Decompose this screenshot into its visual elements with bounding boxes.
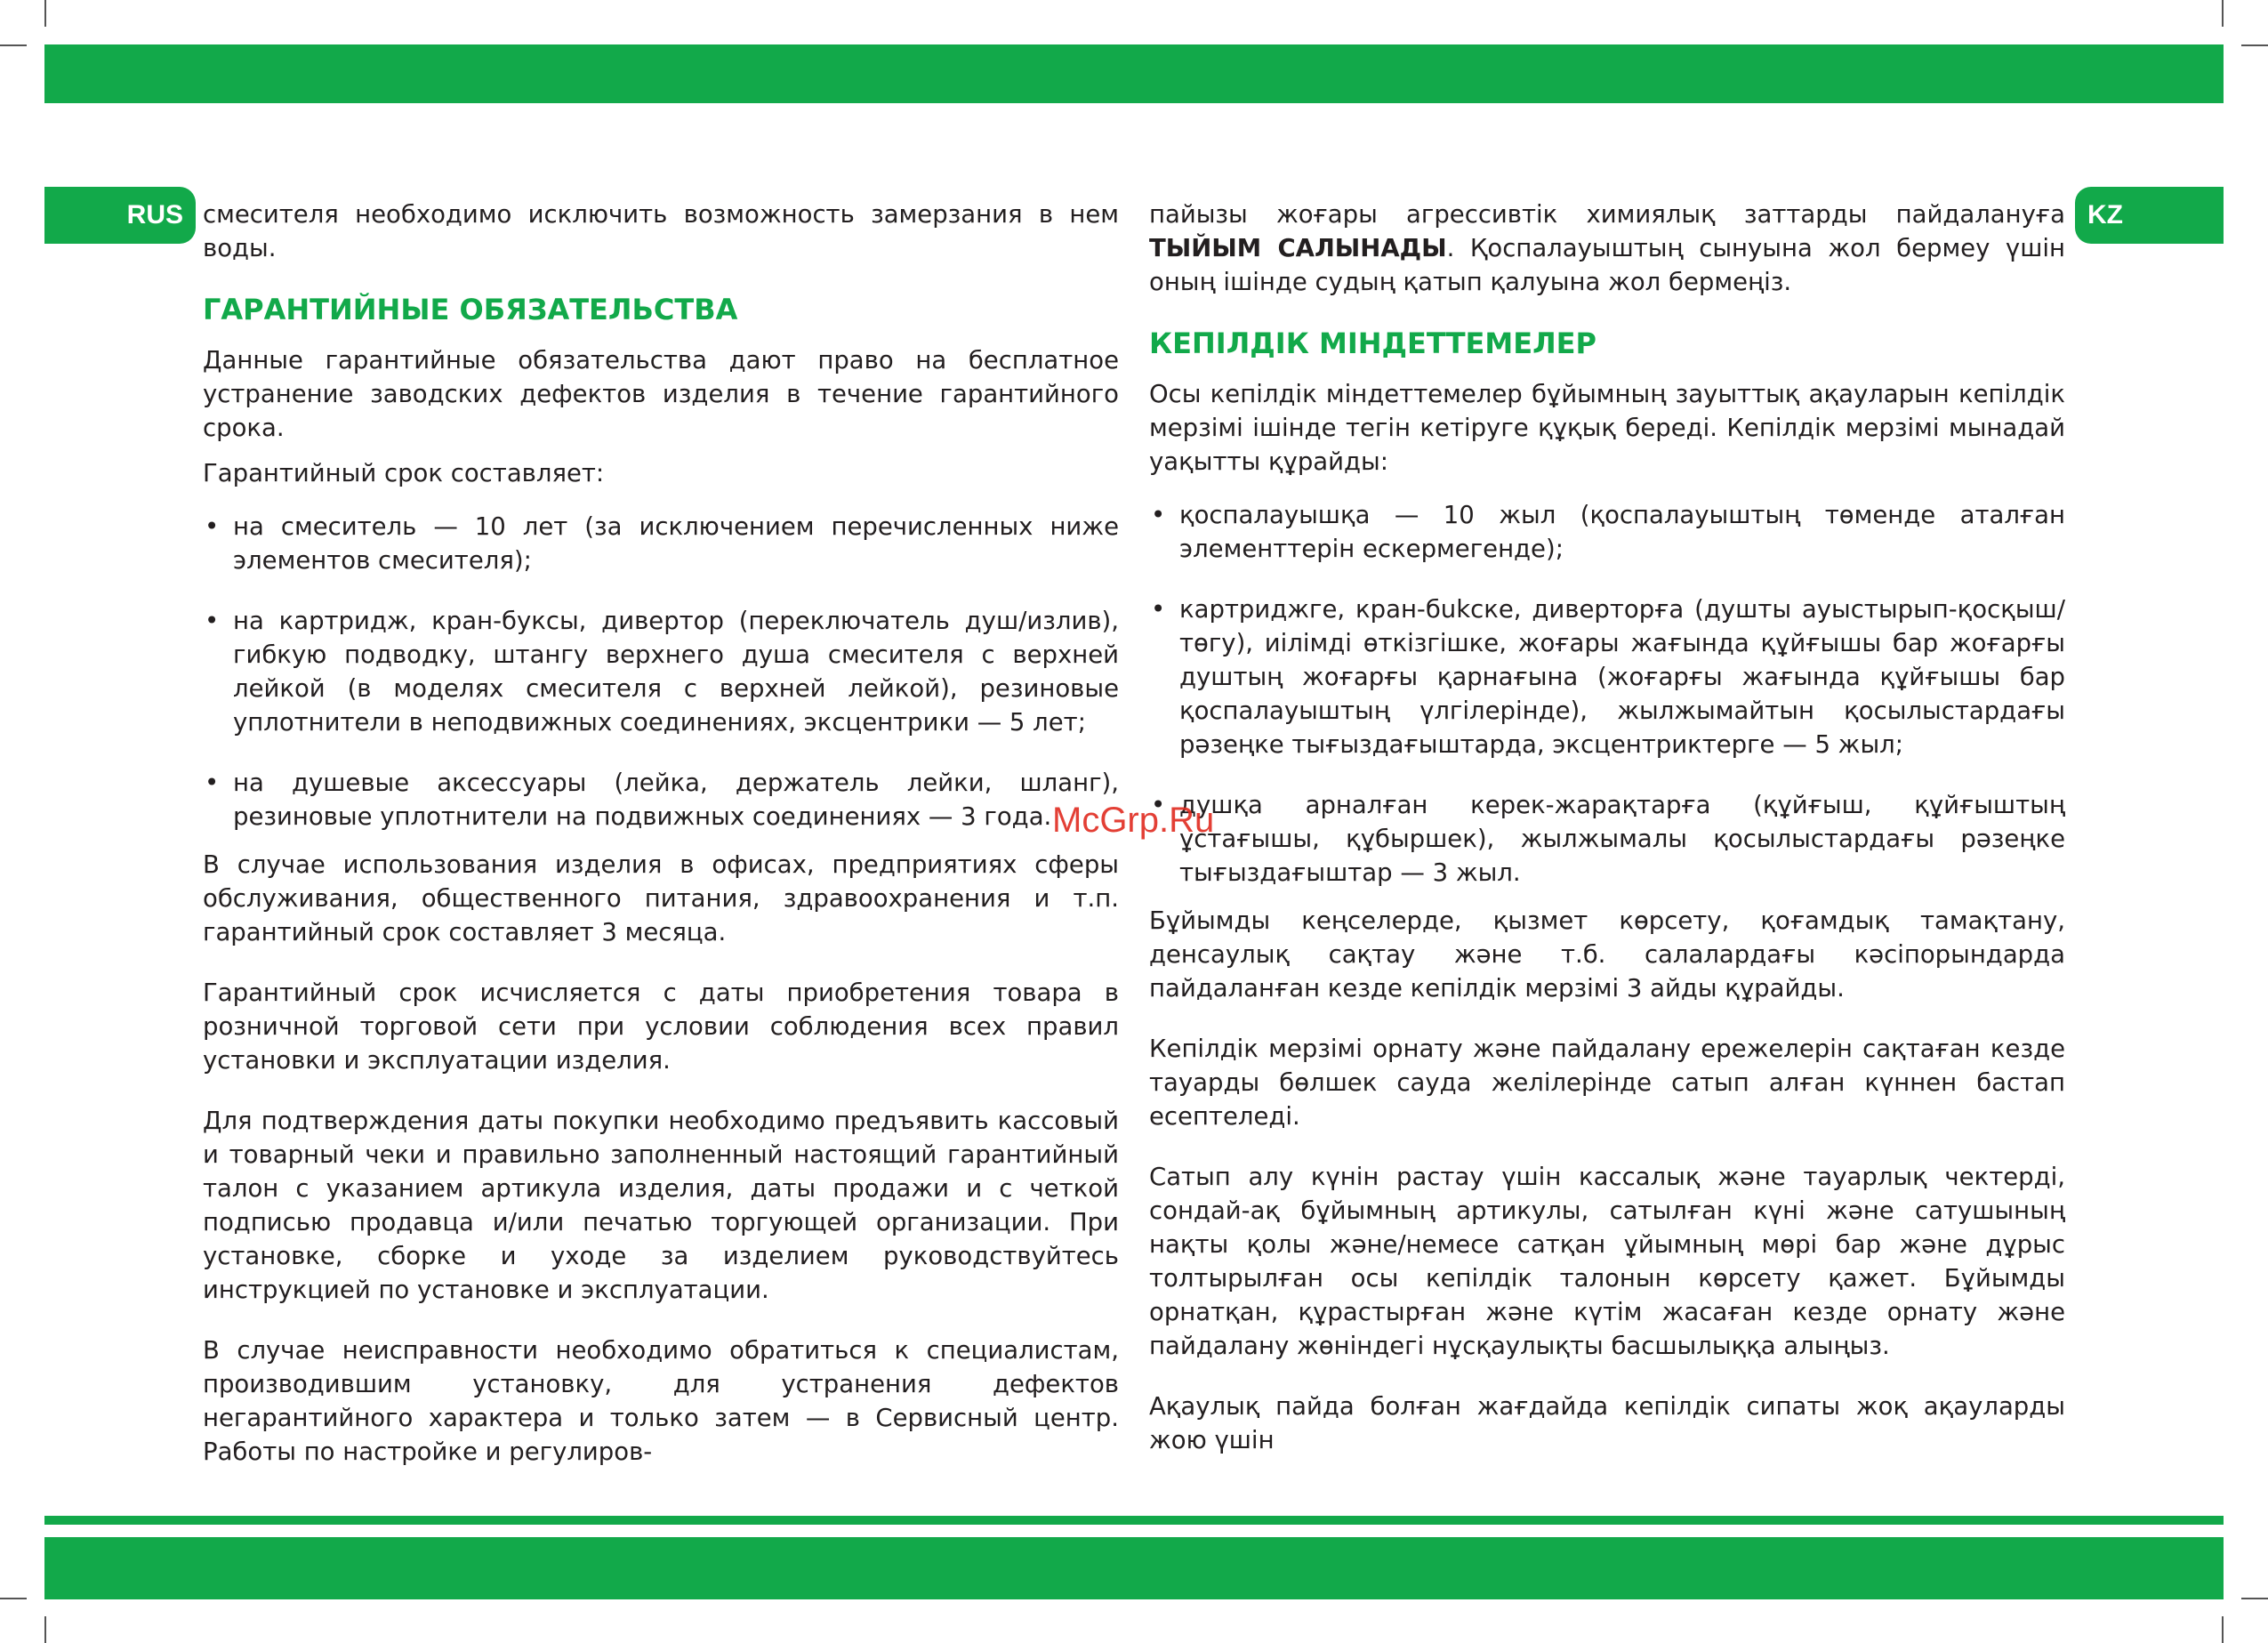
rus-bullet-3: • на душевые аксессуары (лейка, держатель лейки, шланг), резиновые уплотнители на подвижных соединениях — 3 года. xyxy=(203,766,1119,834)
kz-paragraph-5: Ақаулық пайда болған жағдайда кепілдік сипаты жоқ ақауларды жою үшін xyxy=(1149,1392,2065,1454)
crop-mark xyxy=(44,0,46,27)
kz-paragraph-1: Осы кепілдік міндеттемелер бұйымның зауыттық ақауларын кепілдік мерзімі ішінде тегін кетіруге құқық береді. Кепілдік мерзімі мынадай уақытты құрайды: xyxy=(1149,380,2065,476)
crop-mark xyxy=(2241,44,2268,46)
crop-mark xyxy=(2222,1616,2224,1643)
footer-band xyxy=(44,1537,2224,1599)
rus-bullet-list xyxy=(203,510,1119,834)
kz-paragraph-3: Кепілдік мерзімі орнату және пайдалану ережелерін сақтаған кезде тауарды бөлшек сауда желілерінде сатып алған күннен бастап есептеледі. xyxy=(1149,1035,2065,1131)
kz-intro-bold: ТЫЙЫМ САЛЫНАДЫ xyxy=(1149,234,1447,262)
kz-bullet-2: • картриджге, кран-бukске, диверторға (душты ауыстырып-қосқыш/төгу), иілімді өткізгішке, жоғары жағында құйғышы бар жоғарғы душтың жоғарғы қарнағына (жоғарғы жағында құйғышы бар қоспалауыштың үлгілерінде), жылжымайтын қосылыстардағы рәзеңке тығыздағыштарда, эксцентриктерге — 5 жыл; xyxy=(1149,592,2065,761)
footer-rule xyxy=(44,1516,2224,1525)
kz-heading: КЕПІЛДІК МІНДЕТТЕМЕЛЕР xyxy=(1149,326,1596,360)
kz-bullet-list xyxy=(1149,498,2065,890)
rus-paragraph-2: Гарантийный срок составляет: xyxy=(203,459,605,487)
column-kz xyxy=(1149,197,2065,1469)
rus-paragraph-5: Для подтверждения даты покупки необходимо предъявить кассовый и товарный чеки и правильно заполненный настоящий гарантийный талон с указанием артикула изделия, даты продажи и с четкой подписью продавца и/или печатью торгующей организации. При установке, сборке и уходе за изделием руководствуйтесь инструкцией по установке и эксплуатации. xyxy=(203,1107,1119,1304)
kz-bullet-1: • қоспалауышқа — 10 жыл (қоспалауыштың төменде аталған элементтерін ескермегенде); xyxy=(1149,498,2065,566)
kz-intro-text: пайызы жоғары агрессивтік химиялық заттарды пайдалануға xyxy=(1149,200,2065,229)
rus-heading: ГАРАНТИЙНЫЕ ОБЯЗАТЕЛЬСТВА xyxy=(203,293,738,326)
rus-paragraph-4: Гарантийный срок исчисляется с даты приобретения товара в розничной торговой сети при условии соблюдения всех правил установки и эксплуатации изделия. xyxy=(203,979,1119,1075)
rus-bullet-2: • на картридж, кран-буксы, дивертор (переключатель душ/излив), гибкую подводку, штангу верхнего душа смесителя с верхней лейкой (в моделях смесителя с верхней лейкой), резиновые уплотнители в неподвижных соединениях, эксцентрики — 5 лет; xyxy=(203,604,1119,739)
header-band xyxy=(44,44,2224,103)
watermark: McGrp.Ru xyxy=(1052,801,1215,840)
rus-paragraph-3: В случае использования изделия в офисах, предприятиях сферы обслуживания, общественного питания, здравоохранения и т.п. гарантийный срок составляет 3 месяца. xyxy=(203,850,1119,946)
crop-mark xyxy=(44,1616,46,1643)
language-tab-kz: KZ xyxy=(2075,187,2224,244)
kz-paragraph-2: Бұйымды кеңселерде, қызмет көрсету, қоғамдық тамақтану, денсаулық сақтау және т.б. салалардағы кәсіпорындарда пайдаланған кезде кепілдік мерзімі 3 айды құрайды. xyxy=(1149,906,2065,1003)
rus-paragraph-6: В случае неисправности необходимо обратиться к специалистам, производившим установку, для устранения дефектов негарантийного характера и только затем — в Сервисный центр. Работы по настройке и регулиров- xyxy=(203,1336,1119,1466)
rus-bullet-1: • на смеситель — 10 лет (за исключением перечисленных ниже элементов смесителя); xyxy=(203,510,1119,577)
rus-paragraph-1: Данные гарантийные обязательства дают право на бесплатное устранение заводских дефектов изделия в течение гарантийного срока. xyxy=(203,346,1119,442)
kz-intro-text-end: . Қоспалауыштың сынуына жол бермеу үшін оның ішінде судың қатып қалуына жол бермеңіз. xyxy=(1149,234,2065,296)
crop-mark xyxy=(0,44,27,46)
crop-mark xyxy=(2241,1598,2268,1599)
kz-intro xyxy=(1149,197,2065,299)
column-rus xyxy=(203,197,1119,1480)
rus-intro: смесителя необходимо исключить возможность замерзания в нем воды. xyxy=(203,200,1119,262)
language-tab-rus: RUS xyxy=(44,187,196,244)
crop-mark xyxy=(2222,0,2224,27)
crop-mark xyxy=(0,1598,27,1599)
kz-paragraph-4: Сатып алу күнін растау үшін кассалық және тауарлық чектерді, сондай-ақ бұйымның артикулы, сатылған күні және сатушының нақты қолы және/немесе сатқан ұйымның мөрі бар және дұрыс толтырылған осы кепілдік талонын көрсету қажет. Бұйымды орнатқан, құрастырған және күтім жасаған кезде орнату және пайдалану жөніндегі нұсқаулықты басшылыққа алыңыз. xyxy=(1149,1163,2065,1360)
kz-bullet-3: • душқа арналған керек-жарақтарға (құйғыш, құйғыштың ұстағышы, құбыршек), жылжымалы қосылыстардағы рәзеңке тығыздағыштар — 3 жыл. xyxy=(1149,788,2065,890)
